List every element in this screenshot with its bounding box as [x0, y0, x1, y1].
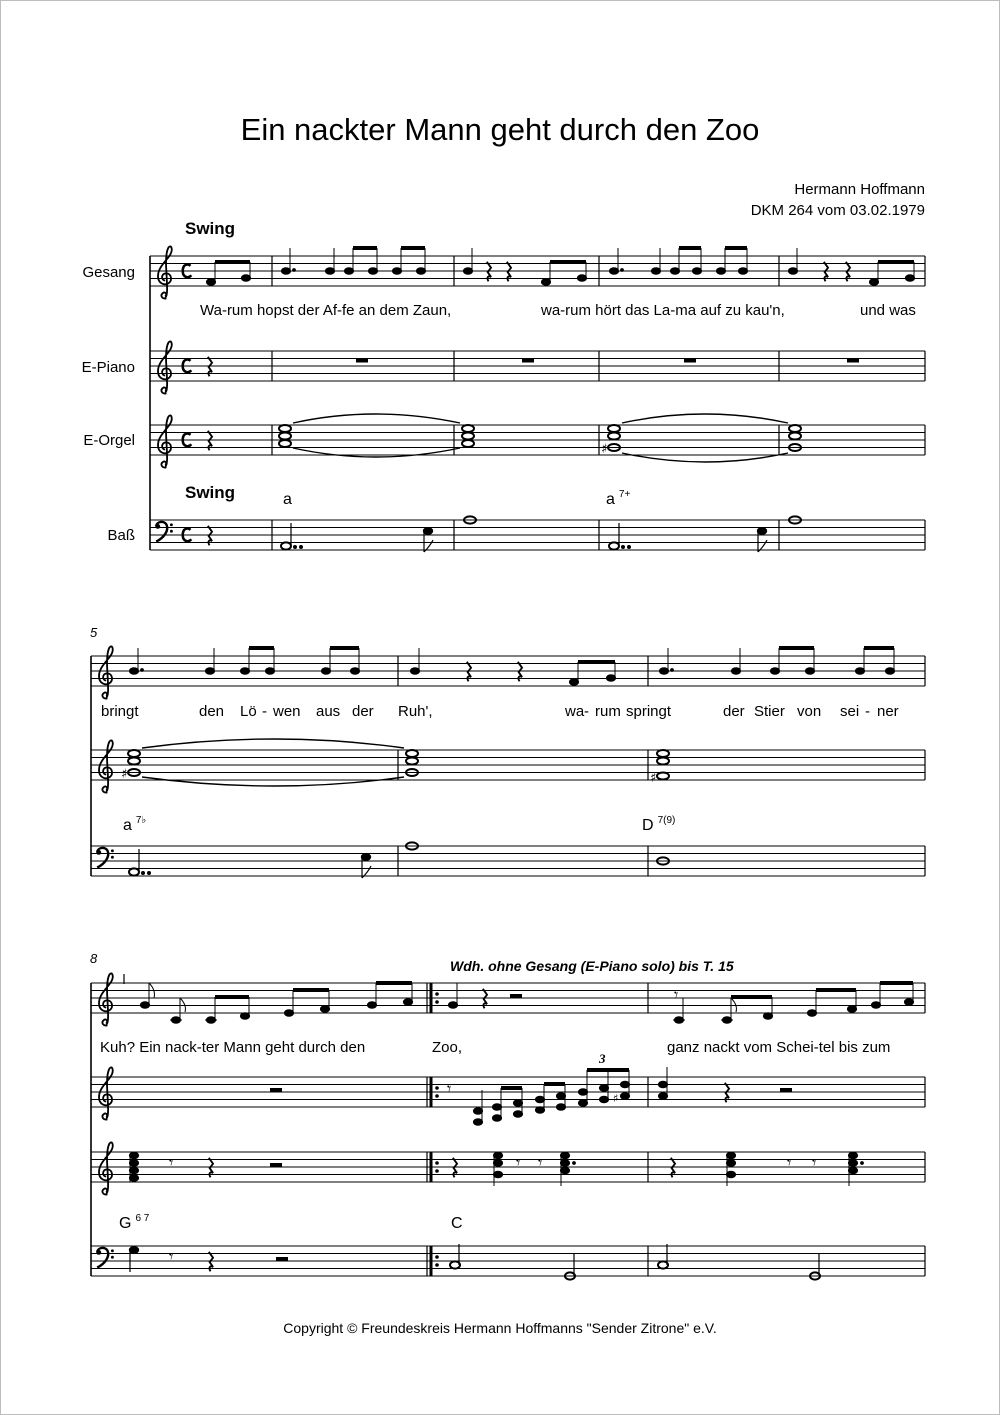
lyric-syllable: bringt [101, 703, 139, 720]
instrument-label-e-piano: E-Piano [81, 359, 135, 376]
whole-rest [270, 1088, 282, 1092]
lyric-hyphen: - [584, 703, 589, 720]
chord-symbol: a $^{7+}$ [606, 489, 631, 508]
chord-symbol: a $^{7♭}$ [123, 815, 147, 834]
lyric-syllable: von [797, 703, 822, 720]
lyric-syllable: wen [273, 703, 301, 720]
half-rest [276, 1257, 288, 1261]
lyric-syllable: der [352, 703, 374, 720]
sharp-icon: ♯ [601, 442, 608, 457]
repeat-instruction: Wdh. ohne Gesang (E-Piano solo) bis T. 15 [450, 958, 734, 974]
treble-clef-icon [158, 415, 172, 467]
measure-number: 8 [90, 951, 98, 966]
staff-lines [91, 656, 925, 876]
lyric-line: Wa-rum hopst der Af-fe an dem Zaun, [200, 302, 452, 319]
bass-notes [129, 842, 669, 878]
eighth-rest-icon: 𝄾 [447, 1079, 452, 1098]
eighth-rest-icon: 𝄾 [538, 1153, 543, 1172]
bass-clef-icon [155, 522, 172, 542]
lyric-syllable: ner [877, 703, 899, 720]
score-title: Ein nackter Mann geht durch den Zoo [240, 112, 760, 147]
vocal-notes [140, 981, 913, 1023]
eighth-rest-icon: 𝄾 [169, 1247, 174, 1266]
copyright: Copyright © Freundeskreis Hermann Hoffmanns "Sender Zitrone" e.V. [283, 1320, 717, 1336]
lyric-line: wa-rum hört das La-ma auf zu kau'n, [541, 302, 785, 319]
bass-clef-icon [96, 848, 113, 868]
lyric-syllable: der [723, 703, 745, 720]
lyric-syllable: aus [316, 703, 341, 720]
instrument-label-bass: Baß [107, 527, 135, 544]
staff-lines [150, 256, 925, 550]
bass-clef-icon [96, 1248, 113, 1268]
eighth-rest-icon: 𝄾 [812, 1153, 817, 1172]
lyric-line: Zoo, [432, 1039, 463, 1056]
lyric-syllable: den [199, 703, 225, 720]
treble-clef-icon [99, 973, 113, 1025]
reference-date: DKM 264 vom 03.02.1979 [750, 202, 925, 219]
lyric-hyphen: - [262, 703, 267, 720]
lyric-hyphen: - [865, 703, 870, 720]
eighth-rest-icon: 𝄾 [787, 1153, 792, 1172]
bass-notes [129, 1244, 820, 1280]
lyric-syllable: rum [595, 703, 621, 720]
lyric-line: und was [860, 302, 916, 319]
chord-symbol: C [451, 1215, 463, 1232]
measure-number: 5 [90, 625, 98, 640]
treble-clef-icon [99, 1142, 113, 1194]
piano-solo-notes [473, 1067, 667, 1125]
triplet-mark: 3 [599, 1051, 606, 1066]
vocal-notes [206, 246, 914, 285]
lyric-syllable: springt [626, 703, 672, 720]
whole-rest [522, 359, 534, 363]
system-2 [91, 646, 925, 878]
bass-notes [281, 516, 801, 552]
tempo-marking-bass: Swing [185, 483, 236, 502]
whole-rest [356, 359, 368, 363]
system-1 [150, 246, 925, 552]
vocal-notes [129, 646, 894, 685]
lyric-syllable: sei [840, 703, 860, 720]
treble-clef-icon [99, 646, 113, 698]
lyric-syllable: Lö [240, 703, 257, 720]
sharp-icon: ♯ [650, 771, 657, 786]
eighth-rest-icon: 𝄾 [516, 1153, 521, 1172]
instrument-label-gesang: Gesang [82, 264, 135, 281]
lyric-line: ganz nackt vom Schei-tel bis zum [667, 1039, 891, 1056]
lyric-syllable: wa [565, 703, 585, 720]
instrument-label-e-orgel: E-Orgel [83, 432, 135, 449]
half-rest [510, 994, 522, 998]
chord-symbol: a [283, 491, 292, 508]
sharp-icon: ♯ [121, 767, 128, 782]
chord-symbol: G $^{6 7}$ [119, 1213, 150, 1232]
treble-clef-icon [99, 1067, 113, 1119]
sharp-icon: ♯ [613, 1092, 619, 1105]
treble-clef-icon [99, 740, 113, 792]
eighth-rest-icon: 𝄾 [169, 1153, 174, 1172]
treble-clef-icon [158, 246, 172, 298]
whole-rest [684, 359, 696, 363]
chord-symbol: D $^{7(9)}$ [642, 815, 676, 834]
half-rest [270, 1163, 282, 1167]
system-3 [91, 973, 925, 1279]
treble-clef-icon [158, 341, 172, 393]
organ-notes [129, 1152, 863, 1186]
repeat-dots [435, 992, 439, 1267]
composer: Hermann Hoffmann [794, 181, 925, 198]
lyric-line: Kuh? Ein nack-ter Mann geht durch den [100, 1039, 366, 1056]
half-rest [780, 1088, 792, 1092]
barlines [398, 656, 925, 876]
lyric-syllable: Stier [754, 703, 785, 720]
lyric-syllable: Ruh', [398, 703, 433, 720]
staff-lines [91, 983, 925, 1276]
eighth-rest-icon: 𝄾 [674, 985, 679, 1004]
whole-rest [847, 359, 859, 363]
barlines [272, 256, 925, 550]
tempo-marking-vocal: Swing [185, 219, 236, 238]
